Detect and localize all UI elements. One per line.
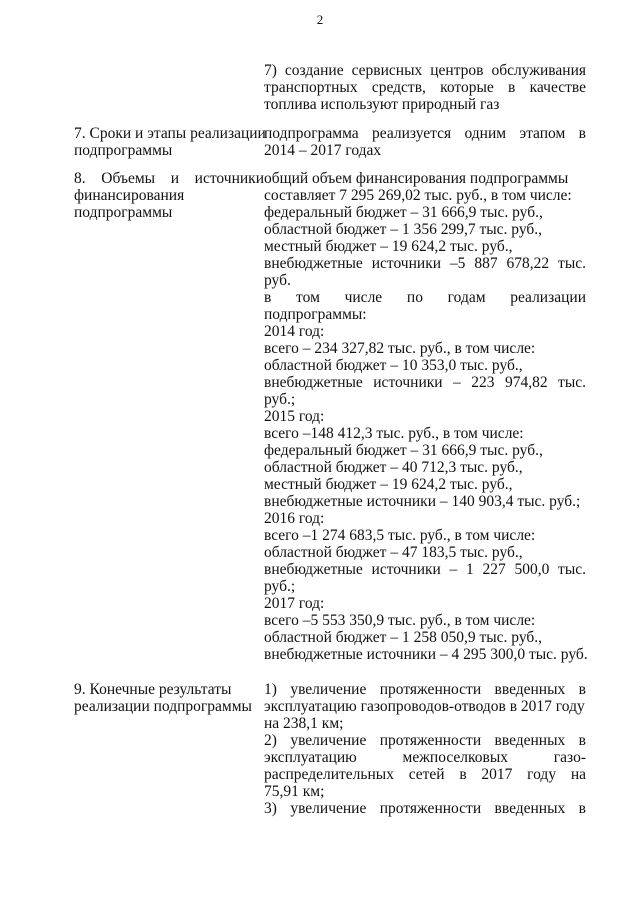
text-line: всего –5 553 350,9 тыс. руб., в том числе: — [264, 612, 536, 629]
label-line: реализации подпрограммы — [74, 698, 252, 715]
section-9-text — [264, 681, 586, 817]
text-line: федеральный бюджет – 31 666,9 тыс. руб., — [264, 442, 543, 459]
label-line: 8. Объемы и источники — [74, 170, 264, 187]
text-line: внебюджетные источники – 1 227 500,0 тыс. — [264, 561, 586, 578]
text-line: 2014 год: — [264, 323, 325, 340]
text-line: 2017 год: — [264, 595, 325, 612]
top-continuation — [264, 62, 586, 113]
label-line: финансирования — [74, 187, 185, 204]
text-line: эксплуатацию газопроводов-отводов в 2017 году — [264, 698, 585, 715]
text-line: руб. — [264, 272, 291, 289]
text-line: составляет 7 295 269,02 тыс. руб., в том числе: — [264, 187, 572, 204]
label-line: подпрограммы — [74, 142, 173, 159]
text-line: на 238,1 км; — [264, 715, 344, 732]
label-line: подпрограммы — [74, 204, 173, 221]
text-line: всего –1 274 683,5 тыс. руб., в том числе: — [264, 527, 536, 544]
text-line: 75,91 км; — [264, 783, 325, 800]
text-line: 2014 – 2017 годах — [264, 142, 382, 159]
section-7-label — [74, 125, 264, 159]
section-7-text — [264, 125, 586, 159]
text-line: подпрограмма реализуется одним этапом в — [264, 125, 586, 142]
section-8-label — [74, 170, 264, 221]
text-line: местный бюджет – 19 624,2 тыс. руб., — [264, 476, 513, 493]
text-line: местный бюджет – 19 624,2 тыс. руб., — [264, 238, 513, 255]
text-line: в том числе по годам реализации — [264, 289, 586, 306]
text-line: областной бюджет – 1 258 050,9 тыс. руб., — [264, 629, 543, 646]
text-line: всего – 234 327,82 тыс. руб., в том числе: — [264, 340, 536, 357]
text-line: 3) увеличение протяженности введенных в — [264, 800, 586, 817]
text-line: транспортных средств, которые в качестве — [264, 79, 586, 96]
text-line: областной бюджет – 10 353,0 тыс. руб., — [264, 357, 523, 374]
text-line: эксплуатацию межпоселковых газо- — [264, 749, 586, 766]
text-line: областной бюджет – 47 183,5 тыс. руб., — [264, 544, 523, 561]
text-line: 1) увеличение протяженности введенных в — [264, 681, 586, 698]
text-line: 7) создание сервисных центров обслуживания — [264, 62, 586, 79]
text-line: 2015 год: — [264, 408, 325, 425]
section-9-label — [74, 681, 264, 715]
label-line: 9. Конечные результаты — [74, 681, 232, 698]
label-line: 7. Сроки и этапы реализации — [74, 125, 266, 142]
text-line: общий объем финансирования подпрограммы — [264, 170, 569, 187]
text-line: всего –148 412,3 тыс. руб., в том числе: — [264, 425, 524, 442]
text-line: внебюджетные источники – 4 295 300,0 тыс. руб. — [264, 646, 588, 663]
text-line: внебюджетные источники –5 887 678,22 тыс. — [264, 255, 586, 272]
text-line: 2) увеличение протяженности введенных в — [264, 732, 586, 749]
text-line: внебюджетные источники – 140 903,4 тыс. руб.; — [264, 493, 581, 510]
page-number: 2 — [316, 12, 324, 27]
text-line: подпрограммы: — [264, 306, 367, 323]
text-line: областной бюджет – 40 712,3 тыс. руб., — [264, 459, 523, 476]
text-line: внебюджетные источники – 223 974,82 тыс. — [264, 374, 586, 391]
text-line: руб.; — [264, 578, 296, 595]
text-line: распределительных сетей в 2017 году на — [264, 766, 586, 783]
text-line: руб.; — [264, 391, 296, 408]
text-line: областной бюджет – 1 356 299,7 тыс. руб., — [264, 221, 543, 238]
section-8-text — [264, 170, 586, 663]
text-line: 2016 год: — [264, 510, 325, 527]
text-line: федеральный бюджет – 31 666,9 тыс. руб., — [264, 204, 543, 221]
text-line: топлива используют природный газ — [264, 96, 500, 113]
